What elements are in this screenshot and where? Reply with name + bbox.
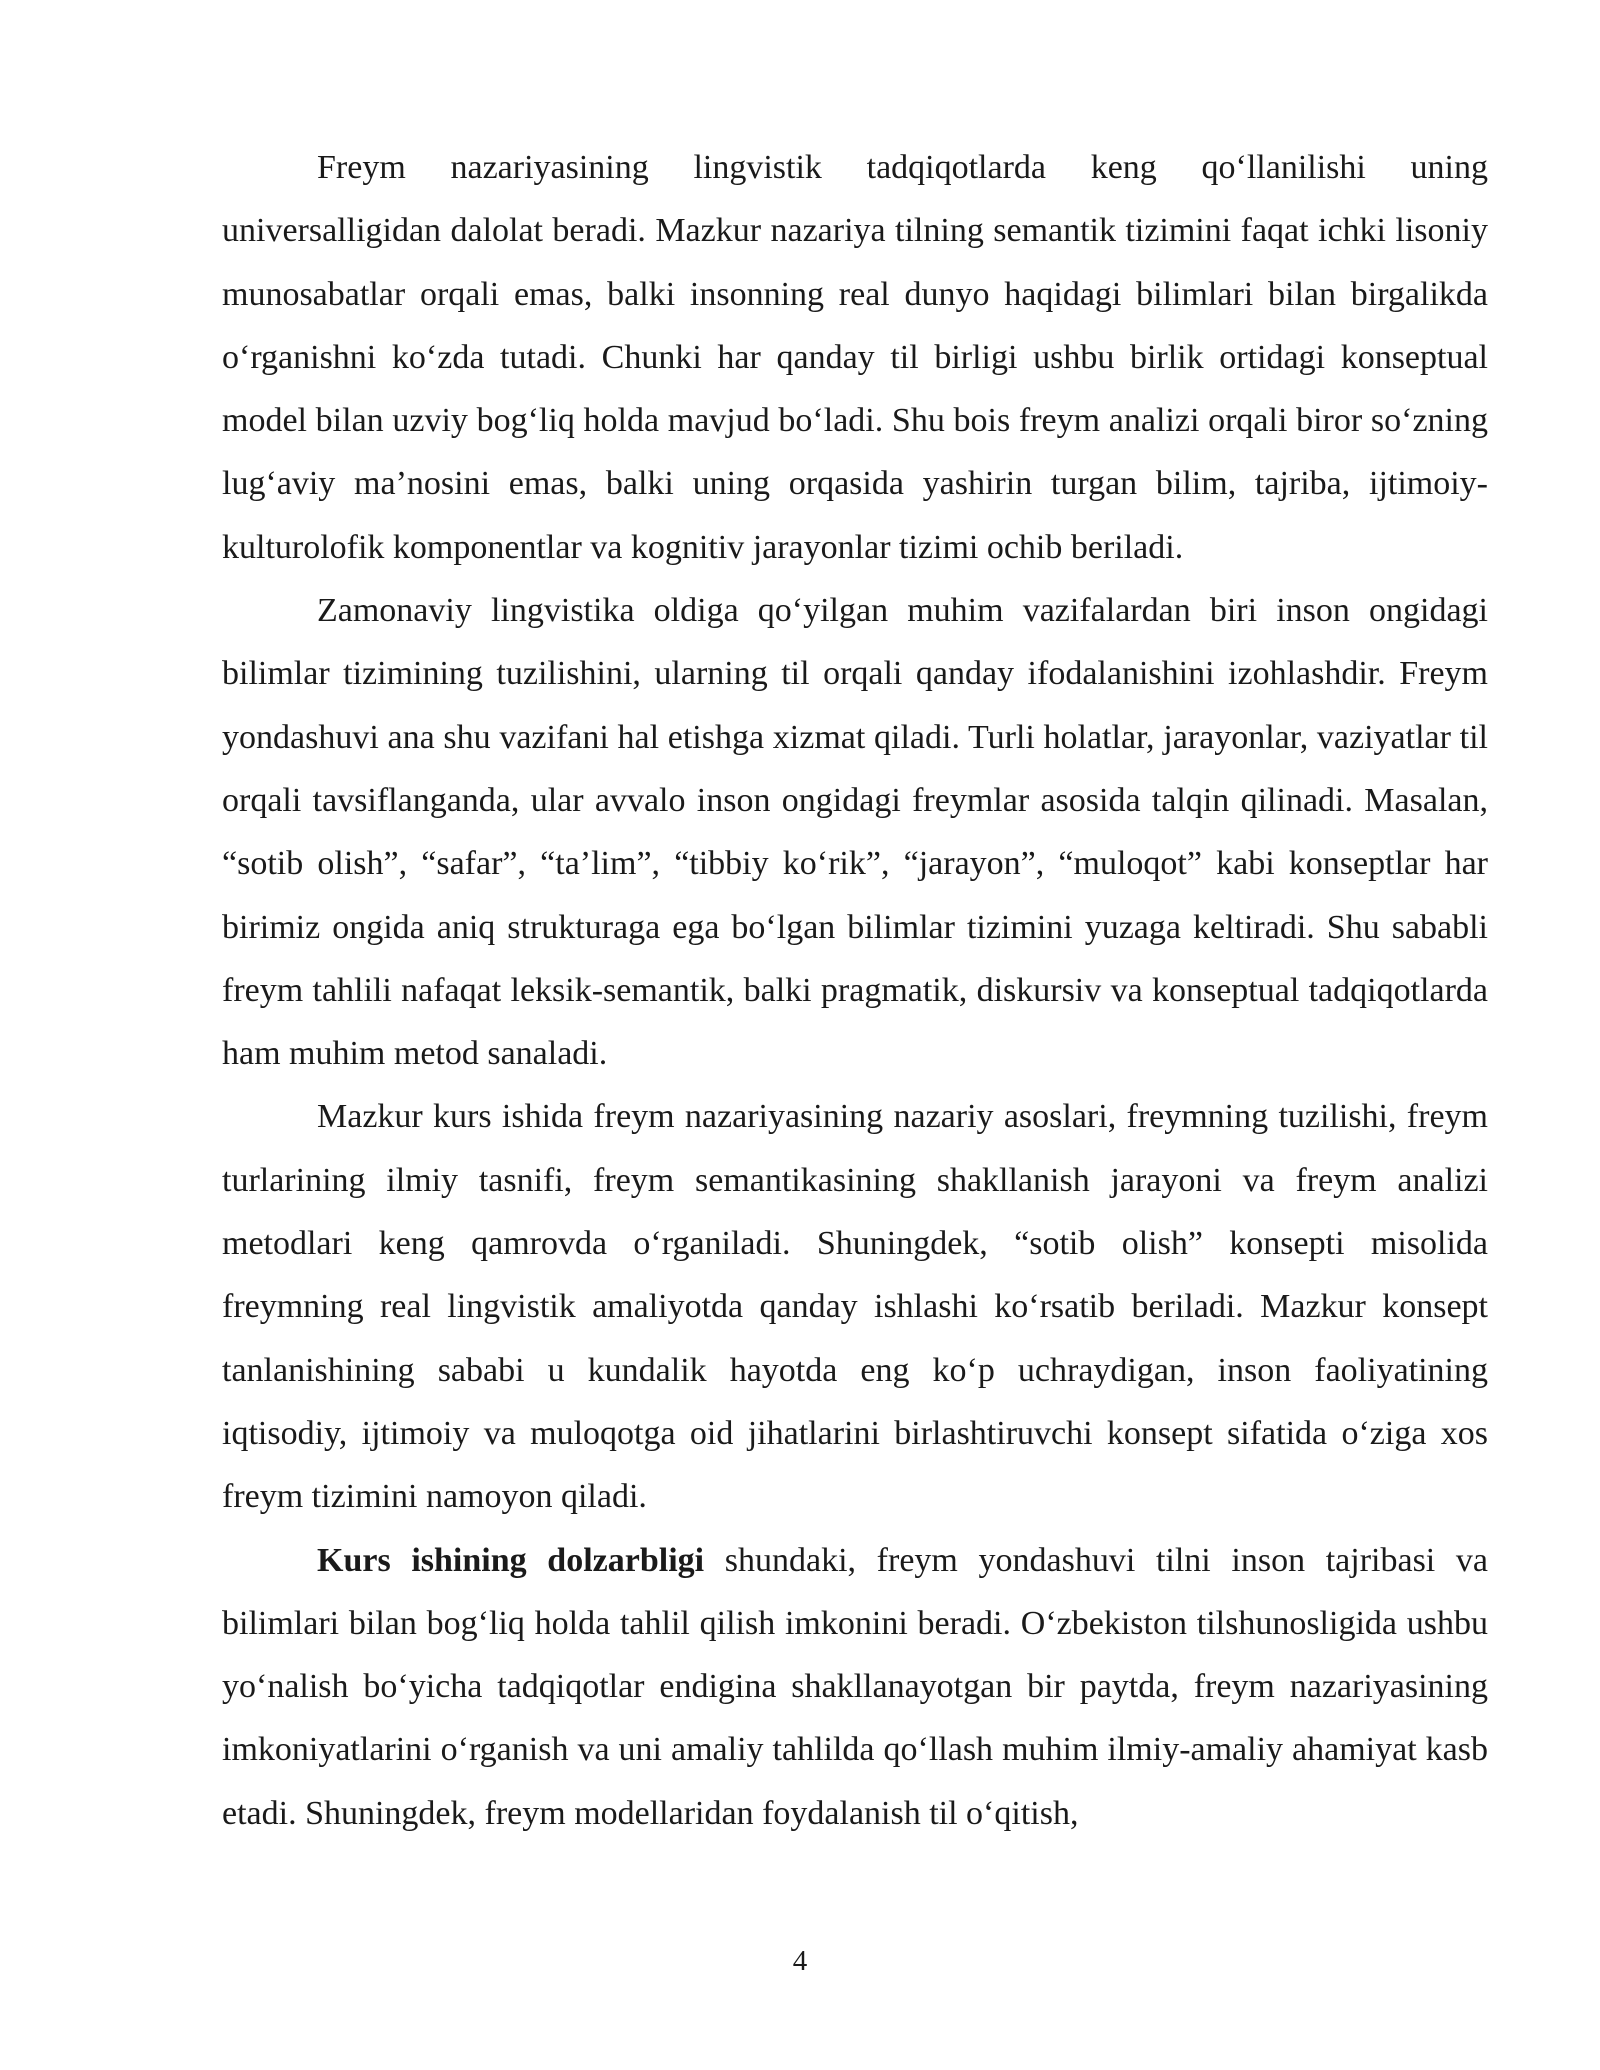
page-number: 4 [792,1945,808,1977]
paragraph-4-text: shundaki, freym yondashuvi tilni inson tajribasi va bilimlari bilan bog‘liq holda tahlil qilish imkonini beradi. O‘zbekiston tilshunosligida ushbu yo‘nalish bo‘yicha tadqiqotlar endigina shakllanayotgan bir paytda, freym nazariyasining imkoniyatlarini o‘rganish va uni amaliy tahlilda qo‘llash muhim ilmiy-amaliy ahamiyat kasb etadi. Shuningdek, freym modellaridan foydalanish til o‘qitish, [222,1541,1489,1832]
paragraph-4-bold-lead: Kurs ishining dolzarbligi [317,1541,705,1579]
paragraph-4 [222,1529,1488,1845]
paragraph-2-text: Zamonaviy lingvistika oldiga qo‘yilgan muhim vazifalardan biri inson ongidagi bilimlar tizimining tuzilishini, ularning til orqali qanday ifodalanishini izohlashdir. Freym yondashuvi ana shu vazifani hal etishga xizmat qiladi. Turli holatlar, jarayonlar, vaziyatlar til orqali tavsiflanganda, ular avvalo inson ongidagi freymlar asosida talqin qilinadi. Masalan, “sotib olish”, “safar”, “ta’lim”, “tibbiy ko‘rik”, “jarayon”, “muloqot” kabi konseptlar har birimiz ongida aniq strukturaga ega bo‘lgan bilimlar tizimini yuzaga keltiradi. Shu sababli freym tahlili nafaqat leksik-semantik, balki pragmatik, diskursiv va konseptual tadqiqotlarda ham muhim metod sanaladi. [222,592,1488,1073]
paragraph-1-text: Freym nazariyasining lingvistik tadqiqotlarda keng qo‘llanilishi uning universalligidan dalolat beradi. Mazkur nazariya tilning semantik tizimini faqat ichki lisoniy munosabatlar orqali emas, balki insonning real dunyo haqidagi bilimlari bilan birgalikda o‘rganishni ko‘zda tutadi. Chunki har qanday til birligi ushbu birlik ortidagi konseptual model bilan uzviy bog‘liq holda mavjud bo‘ladi. Shu bois freym analizi orqali biror so‘zning lug‘aviy ma’nosini emas, balki uning orqasida yashirin turgan bilim, tajriba, ijtimoiy-kulturolofik komponentlar va kognitiv jarayonlar tizimi ochib beriladi. [222,149,1488,566]
paragraph-3-text: Mazkur kurs ishida freym nazariyasining nazariy asoslari, freymning tuzilishi, freym turlarining ilmiy tasnifi, freym semantikasining shakllanish jarayoni va freym analizi metodlari keng qamrovda o‘rganiladi. Shuningdek, “sotib olish” konsepti misolida freymning real lingvistik amaliyotda qanday ishlashi ko‘rsatib beriladi. Mazkur konsept tanlanishining sababi u kundalik hayotda eng ko‘p uchraydigan, inson faoliyatining iqtisodiy, ijtimoiy va muloqotga oid jihatlarini birlashtiruvchi konsept sifatida o‘ziga xos freym tizimini namoyon qiladi. [222,1098,1488,1516]
paragraph-1 [222,136,1488,579]
paragraph-2 [222,579,1488,1085]
document-page [222,136,1488,1845]
paragraph-3 [222,1085,1488,1528]
